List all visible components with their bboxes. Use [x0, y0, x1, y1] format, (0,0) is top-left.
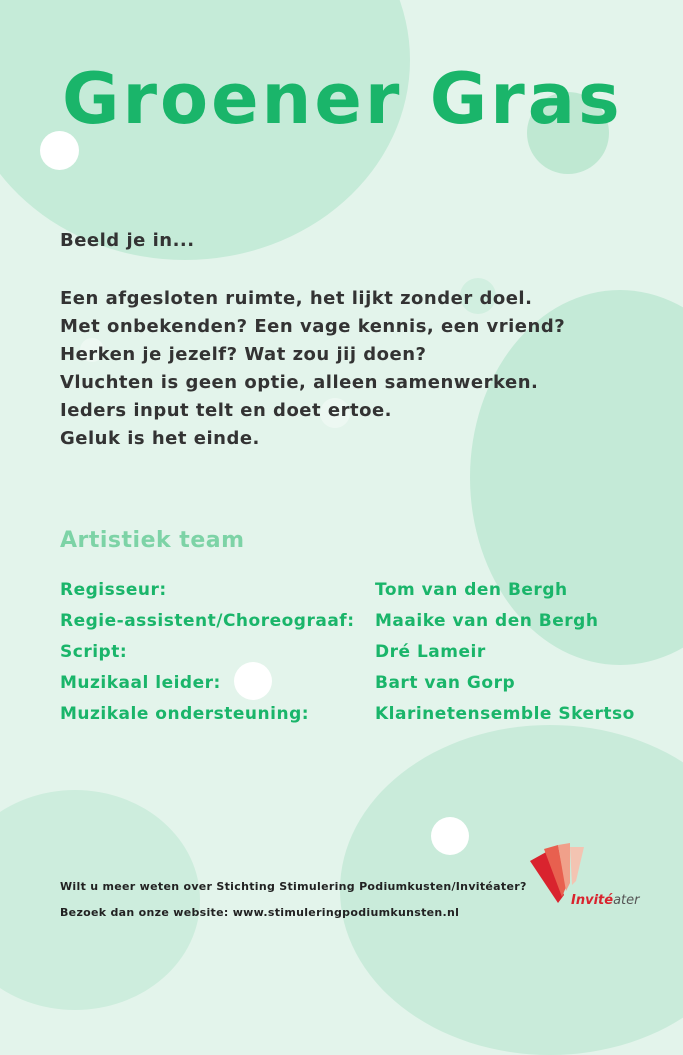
- decor-dot: [431, 817, 469, 855]
- team-name: Bart van Gorp: [375, 673, 516, 693]
- team-heading: Artistiek team: [60, 528, 245, 553]
- team-name: Tom van den Bergh: [375, 580, 568, 600]
- poem-line: Een afgesloten ruimte, het lijkt zonder doel.: [60, 288, 533, 309]
- team-name: Maaike van den Bergh: [375, 611, 599, 631]
- logo-brand: Invité: [571, 893, 614, 908]
- poem-line: Vluchten is geen optie, alleen samenwerken.: [60, 372, 539, 393]
- footer-line: Wilt u meer weten over Stichting Stimulering Podiumkusten/Invitéater?: [60, 880, 527, 893]
- team-role: Regisseur:: [60, 580, 167, 600]
- team-role: Muzikale ondersteuning:: [60, 704, 310, 724]
- logo-rest: ater: [613, 893, 640, 908]
- poem-line: Met onbekenden? Een vage kennis, een vriend?: [60, 316, 566, 337]
- page-title: Groener Gras: [62, 58, 623, 140]
- poem: [60, 285, 565, 453]
- decor-dot: [234, 662, 272, 700]
- footer: [60, 874, 527, 926]
- poem-line: Geluk is het einde.: [60, 428, 260, 449]
- logo-wordmark: [571, 893, 639, 908]
- intro-text: Beeld je in...: [60, 230, 195, 251]
- team-role: Regie-assistent/Choreograaf:: [60, 611, 355, 631]
- inviteater-logo: [528, 843, 648, 913]
- team-name: Dré Lameir: [375, 642, 486, 662]
- team-name: Klarinetensemble Skertso: [375, 704, 635, 724]
- poem-line: Ieders input telt en doet ertoe.: [60, 400, 392, 421]
- team-role: Muzikaal leider:: [60, 673, 221, 693]
- footer-link[interactable]: Bezoek dan onze website: www.stimuleringpodiumkunsten.nl: [60, 906, 460, 919]
- team-role: Script:: [60, 642, 128, 662]
- poem-line: Herken je jezelf? Wat zou jij doen?: [60, 344, 427, 365]
